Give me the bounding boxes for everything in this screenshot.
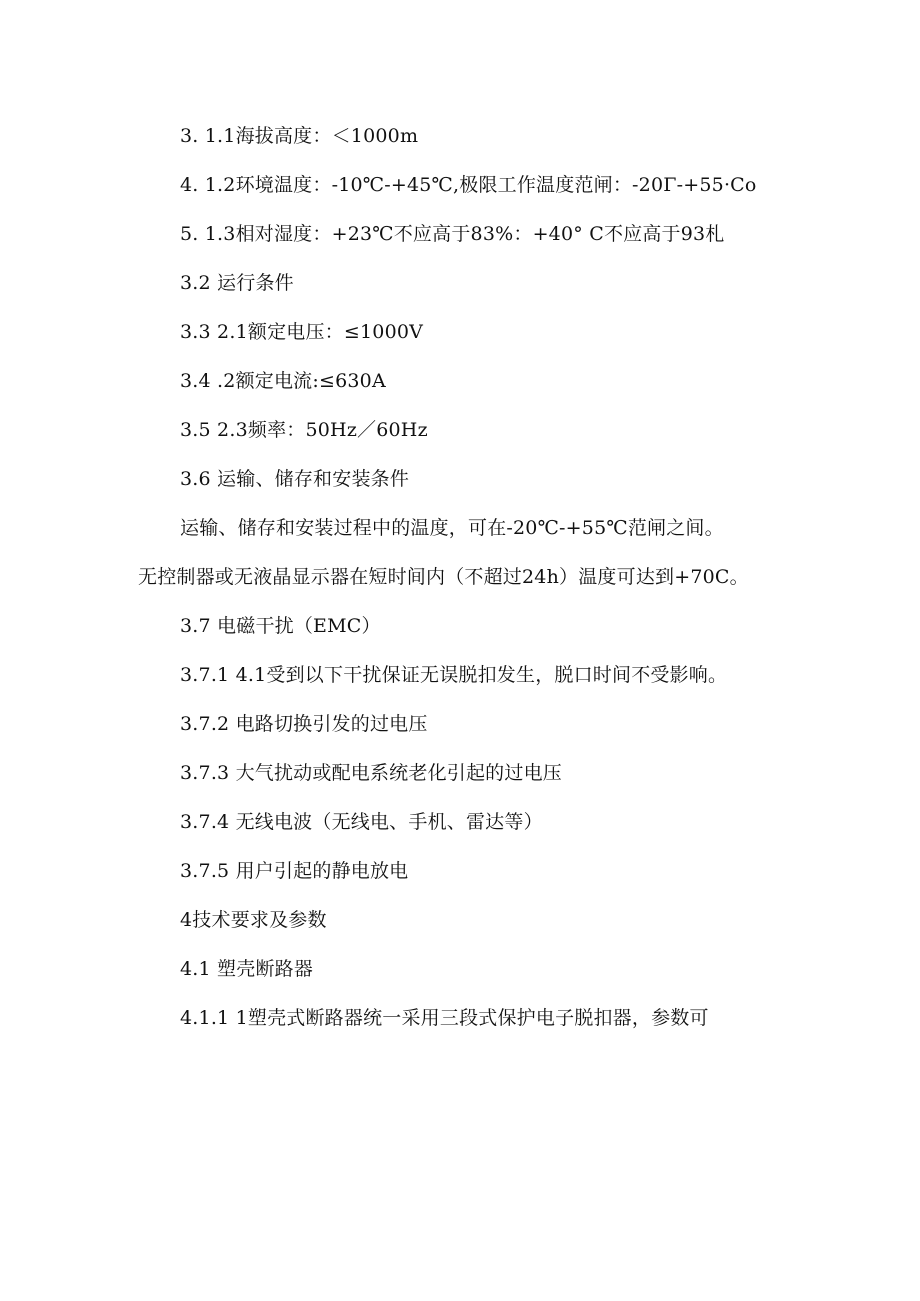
text-line-radio-waves: 3.7.4 无线电波（无线电、手机、雷达等） (180, 811, 543, 833)
text-line-emc-interference: 3.7.1 4.1受到以下干扰保证无误脱扣发生，脱口时间不受影响。 (180, 664, 728, 686)
text-line-rated-voltage: 3.3 2.1额定电压：≤1000V (180, 321, 424, 343)
paragraph-transport-temperature: 运输、储存和安装过程中的温度，可在-20℃-+55℃范闸之间。 (180, 517, 724, 539)
text-line-altitude: 3. 1.1海拔高度：＜1000m (180, 125, 419, 147)
section-heading-moulded-case-breaker: 4.1 塑壳断路器 (180, 958, 314, 980)
text-line-breaker-trip-unit: 4.1.1 1塑壳式断路器统一采用三段式保护电子脱扣器，参数可 (180, 1007, 709, 1029)
text-line-rated-current: 3.4 .2额定电流:≤630A (180, 370, 386, 392)
text-line-relative-humidity: 5. 1.3相对湿度：+23℃不应高于83%：+40° C不应高于93札 (180, 223, 725, 245)
section-heading-transport-storage: 3.6 运输、储存和安装条件 (180, 468, 410, 490)
text-line-frequency: 3.5 2.3频率：50Hz／60Hz (180, 419, 428, 441)
text-line-electrostatic-discharge: 3.7.5 用户引起的静电放电 (180, 860, 409, 882)
section-heading-emc: 3.7 电磁干扰（EMC） (180, 615, 381, 637)
section-heading-operating-conditions: 3.2 运行条件 (180, 272, 294, 294)
section-heading-technical-requirements: 4技术要求及参数 (180, 909, 327, 931)
text-line-atmospheric-overvoltage: 3.7.3 大气扰动或配电系统老化引起的过电压 (180, 762, 562, 784)
text-line-switching-overvoltage: 3.7.2 电路切换引发的过电压 (180, 713, 428, 735)
paragraph-transport-temperature-continued: 无控制器或无液晶显示器在短时间内（不超过24h）温度可达到+70C。 (138, 566, 749, 588)
text-line-ambient-temperature: 4. 1.2环境温度：-10℃-+45℃,极限工作温度范闸：-20Γ-+55·Co (180, 174, 757, 196)
